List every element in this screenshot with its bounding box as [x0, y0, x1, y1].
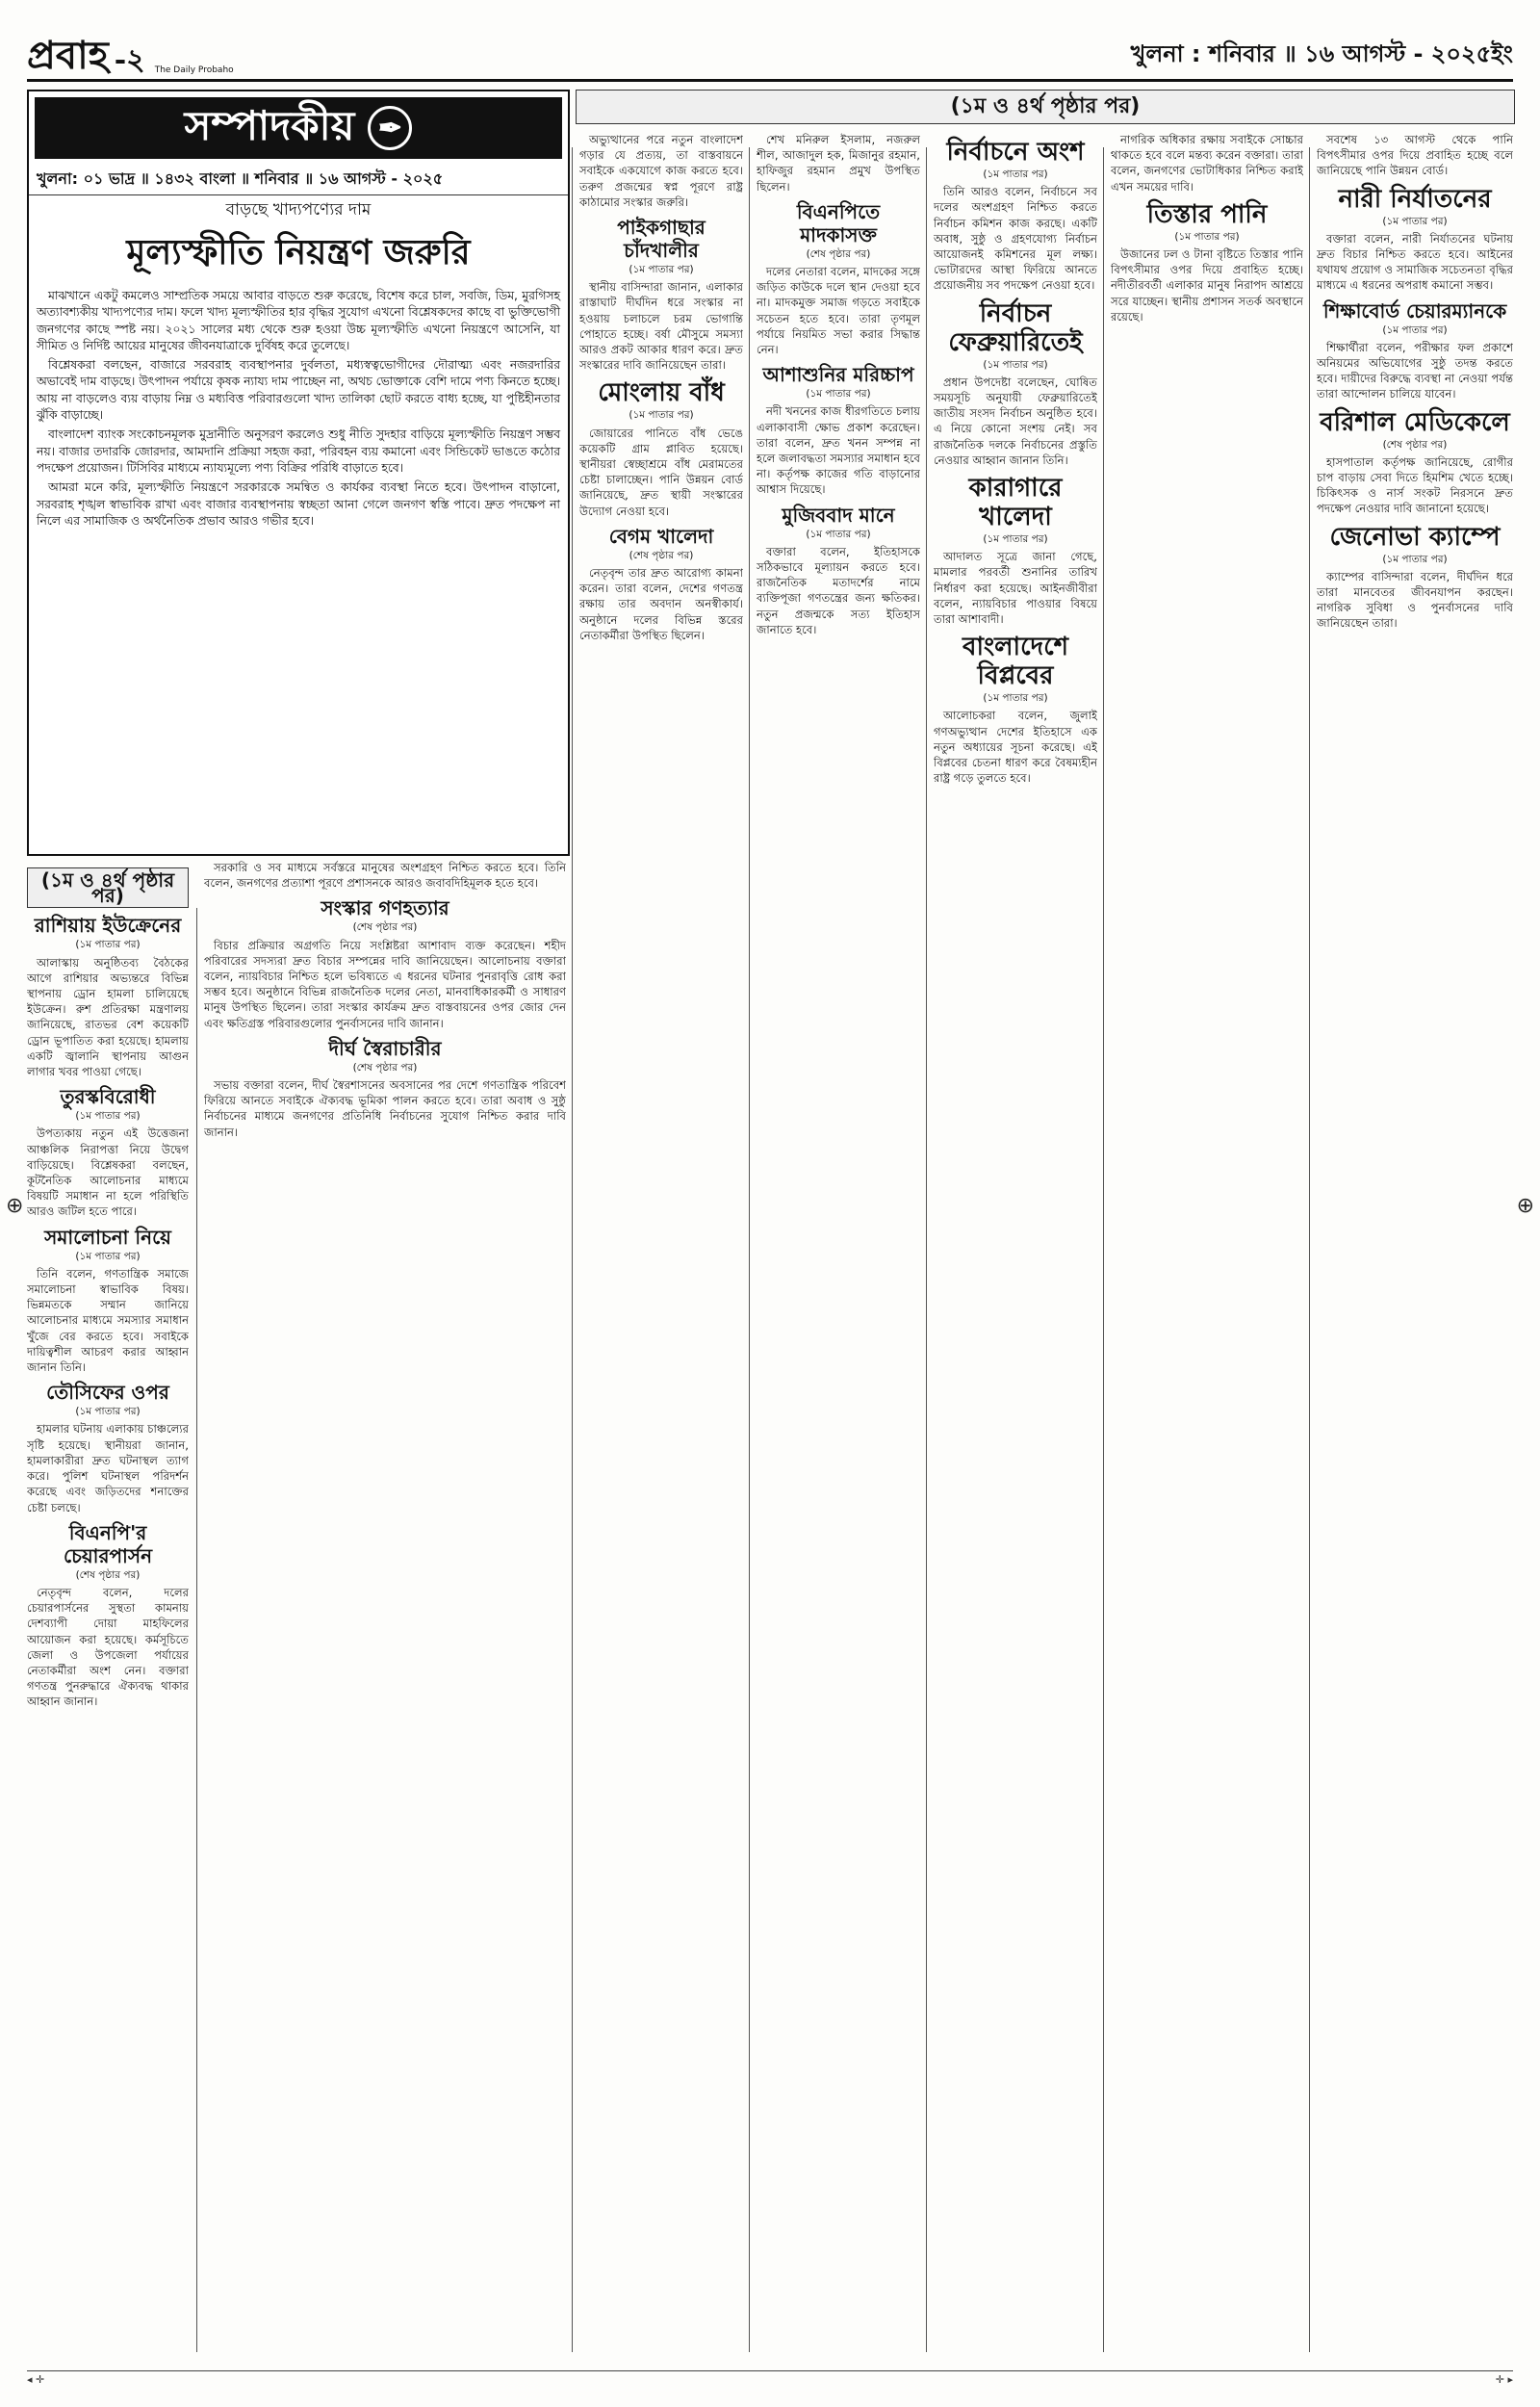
article-text: জোয়ারের পানিতে বাঁধ ভেঙে কয়েকটি গ্রাম প্লাবিত হয়েছে। স্থানীয়রা স্বেচ্ছাশ্রমে বাঁধ মেরামতের চেষ্টা চালাচ্ছেন। পানি উন্নয়ন বোর্ড জানিয়েছে, দ্রুত স্থায়ী সংস্কারের উদ্যোগ নেওয়া হবে। [579, 426, 743, 518]
newspaper-page [27, 21, 1513, 2361]
article-headline: শিক্ষাবোর্ড চেয়ারম্যানকে [1322, 298, 1507, 323]
article-text: সবশেষ ১৩ আগস্ট থেকে পানি বিপৎসীমার ওপর দিয়ে প্রবাহিত হচ্ছে বলে জানিয়েছে পানি উন্নয়ন বোর্ড। [1317, 133, 1513, 178]
column-rule [1309, 147, 1310, 2352]
article-continued: (শেষ পৃষ্ঠার পর) [806, 247, 871, 260]
column-2 [204, 860, 566, 2352]
article-headline: তিস্তার পানি [1146, 199, 1268, 229]
article-headline: বরিশাল মেডিকেলে [1320, 407, 1510, 437]
article-text: বক্তারা বলেন, ইতিহাসকে সঠিকভাবে মূল্যায়ন করতে হবে। রাজনৈতিক মতাদর্শের নামে ব্যক্তিপূজা গণতন্ত্রের জন্য ক্ষতিকর। নতুন প্রজন্মকে সত্য ইতিহাস জানাতে হবে। [757, 544, 920, 636]
article-text: তিনি বলেন, গণতান্ত্রিক সমাজে সমালোচনা স্বাভাবিক বিষয়। ভিন্নমতকে সম্মান জানিয়ে আলোচনার মাধ্যমে সমস্যার সমাধান খুঁজে বের করতে হবে। সবাইকে দায়িত্বশীল আচরণ করার আহ্বান জানান তিনি। [27, 1266, 189, 1375]
editorial-paragraph: মাঝখানে একটু কমলেও সাম্প্রতিক সময়ে আবার বাড়তে শুরু করেছে, বিশেষ করে চাল, সবজি, ডিম, মুরগিসহ অত্যাবশ্যকীয় খাদ্যপণ্যের দাম। ফলে খাদ্য মূল্যস্ফীতির হার বৃদ্ধির সুযোগ এখনো বিশ্লেষকদের কাছে বা ভুক্তিভোগী জনগণের কাছে স্পষ্ট নয়। ২০২১ সালের মধ্য থেকে শুরু হওয়া উচ্চ মূল্যস্ফীতি এখনো নিয়ন্ত্রণে আসেনি, যা সীমিত ও নির্দিষ্ট আয়ের মানুষের জীবনযাত্রাকে দুর্বিষহ করে তুলেছে। [37, 289, 560, 352]
article-continued: (১ম পাতার পর) [629, 264, 694, 276]
article-text: নেতৃবৃন্দ বলেন, দলের চেয়ারপার্সনের সুস্থতা কামনায় দেশব্যাপী দোয়া মাহফিলের আয়োজন করা হয়েছে। কর্মসূচিতে জেলা ও উপজেলা পর্যায়ের নেতাকর্মীরা অংশ নেন। বক্তারা গণতন্ত্র পুনরুদ্ধারে ঐক্যবদ্ধ থাকার আহ্বান জানান। [27, 1585, 189, 1709]
column-7 [1317, 132, 1513, 2352]
article-headline: সমালোচনা নিয়ে [44, 1225, 171, 1249]
editorial-paragraph: আমরা মনে করি, মূল্যস্ফীতি নিয়ন্ত্রণে সরকারকে সমন্বিত ও কার্যকর ব্যবস্থা নিতে হবে। উৎপাদন বাড়ানো, সরবরাহ শৃঙ্খল স্বাভাবিক রাখা এবং বাজার ব্যবস্থাপনায় স্বচ্ছতা আনা গেলে জনগণ স্বস্তি পাবে। দ্রুত পদক্ষেপ না নিলে এর সামাজিক ও অর্থনৈতিক প্রভাব আরও গভীর হবে। [37, 480, 560, 528]
article-continued: (১ম পাতার পর) [1382, 553, 1448, 565]
page-body [27, 90, 1513, 2352]
article-continued: (১ম পাতার পর) [75, 1406, 141, 1418]
article-headline: তুরস্কবিরোধী [60, 1085, 156, 1109]
article-continued: (শেষ পৃষ্ঠার পর) [75, 1568, 141, 1581]
article-continued: (শেষ পৃষ্ঠার পর) [1382, 438, 1448, 451]
article-text: দলের নেতারা বলেন, মাদকের সঙ্গে জড়িত কাউকে দলে স্থান দেওয়া হবে না। মাদকমুক্ত সমাজ গড়তে সবাইকে সচেতন হতে হবে। তারা তৃণমূল পর্যায়ে নিয়মিত সভা করার সিদ্ধান্ত নেন। [757, 265, 920, 357]
article-continued: (১ম পাতার পর) [75, 1110, 141, 1123]
continued-banner-left: (১ম ও ৪র্থ পৃষ্ঠার পর) [27, 867, 189, 908]
article-text: উপত্যকায় নতুন এই উত্তেজনা আঞ্চলিক নিরাপত্তা নিয়ে উদ্বেগ বাড়িয়েছে। বিশ্লেষকরা বলছেন, কূটনৈতিক আলোচনার মাধ্যমে বিষয়টি সমাধান না হলে পরিস্থিতি আরও জটিল হতে পারে। [27, 1126, 189, 1219]
column-5 [934, 132, 1097, 2352]
editorial-kicker: বাড়ছে খাদ্যপণ্যের দাম [225, 200, 372, 220]
column-rule [196, 908, 197, 2352]
page-footer [27, 2370, 1513, 2393]
article-text: নদী খননের কাজ ধীরগতিতে চলায় এলাকাবাসী ক্ষোভ প্রকাশ করেছেন। তারা বলেন, দ্রুত খনন সম্পন্ন না হলে জলাবদ্ধতা সমস্যার সমাধান হবে না। কর্তৃপক্ষ কাজের গতি বাড়ানোর আশ্বাস দিয়েছে। [757, 404, 920, 497]
article-headline: মুজিববাদ মানে [782, 503, 895, 527]
article-text: আলাস্কায় অনুষ্ঠিতব্য বৈঠকের আগে রাশিয়ার অভ্যন্তরে বিভিন্ন স্থাপনায় ড্রোন হামলা চালিয়েছে ইউক্রেন। রুশ প্রতিরক্ষা মন্ত্রণালয় জানিয়েছে, রাতভর বেশ কয়েকটি ড্রোন ভূপাতিত করা হয়েছে। হামলায় একটি জ্বালানি স্থাপনায় আগুন লাগার খবর পাওয়া গেছে। [27, 955, 189, 1079]
column-4 [757, 132, 920, 2352]
article-continued: (শেষ পৃষ্ঠার পর) [352, 1061, 418, 1074]
registration-mark-right: ⊕ [1516, 1194, 1534, 1218]
article-continued: (১ম পাতার পর) [983, 358, 1048, 371]
editorial-date: খুলনা: ০১ ভাদ্র ॥ ১৪৩২ বাংলা ॥ শনিবার ॥ ১৬ আগস্ট - ২০২৫ [29, 165, 568, 195]
editorial-paragraph: বিশ্লেষকরা বলছেন, বাজারে সরবরাহ ব্যবস্থাপনার দুর্বলতা, মধ্যস্বত্বভোগীদের দৌরাত্ম্য এবং নজরদারির অভাবেই দাম বাড়ছে। উৎপাদন পর্যায়ে কৃষক ন্যায্য দাম পাচ্ছেন না, অথচ ভোক্তাকে বেশি দামে পণ্য কিনতে হচ্ছে। আয় না বাড়লেও ব্যয় বাড়ায় নিম্ন ও মধ্যবিত্ত পরিবারগুলো খাদ্য তালিকা ছোট করতে বাধ্য হচ্ছে, যা পুষ্টিহীনতার ঝুঁকি বাড়াচ্ছে। [37, 358, 560, 423]
article-headline: তৌসিফের ওপর [46, 1381, 169, 1405]
article-headline: আশাশুনির মরিচ্চাপ [762, 363, 914, 387]
article-text: স্থানীয় বাসিন্দারা জানান, এলাকার রাস্তাঘাট দীর্ঘদিন ধরে সংস্কার না হওয়ায় চলাচলে চরম ভোগান্তি পোহাতে হচ্ছে। বর্ষা মৌসুমে সমস্যা আরও প্রকট আকার ধারণ করে। দ্রুত সংস্কারের দাবি জানিয়েছেন তারা। [579, 280, 743, 373]
article-continued: (১ম পাতার পর) [1174, 230, 1240, 243]
article-headline: পাইকগাছার চাঁদখালীর [617, 216, 706, 263]
article-text: আলোচকরা বলেন, জুলাই গণঅভ্যুত্থান দেশের ইতিহাসে এক নতুন অধ্যায়ের সূচনা করেছে। এই বিপ্লবের চেতনা ধারণ করে বৈষম্যহীন রাষ্ট্র গড়ে তুলতে হবে। [934, 709, 1097, 786]
article-continued: (১ম পাতার পর) [1382, 324, 1448, 336]
editorial-box [27, 90, 570, 856]
article-text: বিচার প্রক্রিয়ার অগ্রগতি নিয়ে সংশ্লিষ্টরা আশাবাদ ব্যক্ত করেছেন। শহীদ পরিবারের সদস্যরা দ্রুত বিচার সম্পন্নের দাবি জানিয়েছেন। আলোচনায় বক্তারা বলেন, ন্যায়বিচার নিশ্চিত হলে ভবিষ্যতে এ ধরনের ঘটনার পুনরাবৃত্তি রোধ করা সম্ভব হবে। অনুষ্ঠানে বিভিন্ন রাজনৈতিক দলের নেতা, মানবাধিকারকর্মী ও সাধারণ মানুষ উপস্থিত ছিলেন। তারা সংস্কার কার্যক্রম দ্রুত বাস্তবায়নের ওপর জোর দেন এবং ক্ষতিগ্রস্ত পরিবারগুলোর পুনর্বাসনের দাবি জানান। [204, 938, 566, 1030]
article-text: হামলার ঘটনায় এলাকায় চাঞ্চল্যের সৃষ্টি হয়েছে। স্থানীয়রা জানান, হামলাকারীরা দ্রুত ঘটনাস্থল ত্যাগ করে। পুলিশ ঘটনাস্থল পরিদর্শন করেছে এবং জড়িতদের শনাক্তের চেষ্টা চলছে। [27, 1422, 189, 1514]
article-text: শেখ মনিরুল ইসলাম, নজরুল শীল, আজাদুল হক, মিজানুর রহমান, হাফিজুর রহমান প্রমুখ উপস্থিত ছিলেন। [757, 133, 920, 194]
continued-banner: (১ম ও ৪র্থ পৃষ্ঠার পর) [576, 90, 1515, 124]
article-headline: বাংলাদেশে বিপ্লবের [962, 633, 1069, 691]
dateline: খুলনা : শনিবার ॥ ১৬ আগস্ট - ২০২৫ইং [1130, 40, 1513, 67]
article-headline: কারাগারে খালেদা [968, 474, 1063, 532]
article-continued: (১ম পাতার পর) [75, 939, 141, 951]
column-6 [1111, 132, 1303, 2352]
registration-mark-left: ⊕ [6, 1194, 24, 1218]
article-headline: নারী নির্যাতনের [1338, 184, 1492, 214]
article-continued: (শেষ পৃষ্ঠার পর) [629, 549, 694, 561]
article-text: উজানের ঢল ও টানা বৃষ্টিতে তিস্তার পানি বিপৎসীমার ওপর দিয়ে প্রবাহিত হচ্ছে। নদীতীরবর্তী এলাকার মানুষ নিরাপদ আশ্রয়ে সরে যাচ্ছেন। স্থানীয় প্রশাসন সতর্ক অবস্থানে রয়েছে। [1111, 247, 1303, 324]
editorial-text [29, 288, 568, 530]
column-rule [749, 147, 750, 2352]
article-continued: (১ম পাতার পর) [983, 692, 1048, 705]
pen-icon: ✒ [368, 106, 412, 150]
article-headline: জেনোভা ক্যাম্পে [1329, 522, 1501, 552]
article-headline: বেগম খালেদা [608, 524, 714, 548]
article-text: বক্তারা বলেন, নারী নির্যাতনের ঘটনায় দ্রুত বিচার নিশ্চিত করতে হবে। আইনের যথাযথ প্রয়োগ ও সামাজিক সচেতনতা বৃদ্ধির মাধ্যমে এ ধরনের অপরাধ কমানো সম্ভব। [1317, 231, 1513, 293]
masthead [27, 21, 1513, 82]
article-continued: (১ম পাতার পর) [806, 528, 871, 540]
article-text: সভায় বক্তারা বলেন, দীর্ঘ স্বৈরশাসনের অবসানের পর দেশে গণতান্ত্রিক পরিবেশ ফিরিয়ে আনতে সবাইকে ঐক্যবদ্ধ ভূমিকা পালন করতে হবে। তারা অবাধ ও সুষ্ঠু নির্বাচনের মাধ্যমে জনগণের প্রতিনিধি নির্বাচনের সুযোগ নিশ্চিত করার দাবি জানান। [204, 1078, 566, 1139]
editorial-paragraph: বাংলাদেশ ব্যাংক সংকোচনমূলক মুদ্রানীতি অনুসরণ করলেও শুধু নীতি সুদহার বাড়িয়ে মূল্যস্ফীতি নিয়ন্ত্রণ সম্ভব নয়। বাজার তদারকি জোরদার, আমদানি প্রক্রিয়া সহজ করা, পরিবহন ব্যয় কমানো এবং সিন্ডিকেট ভাঙতে কঠোর পদক্ষেপ প্রয়োজন। টিসিবির মাধ্যমে ন্যায্যমূল্যে পণ্য বিক্রির পরিধি বাড়াতে হবে। [37, 427, 560, 475]
editorial-section-title: সম্পাদকীয় [184, 101, 355, 149]
article-text: আদালত সূত্রে জানা গেছে, মামলার পরবর্তী শুনানির তারিখ নির্ধারণ করা হয়েছে। আইনজীবীরা বলেন, ন্যায়বিচার পাওয়ার বিষয়ে তারা আশাবাদী। [934, 550, 1097, 627]
footer-right-mark: ✛ ▸ [1495, 2373, 1513, 2386]
article-continued: (১ম পাতার পর) [629, 409, 694, 422]
column-rule [572, 147, 573, 2352]
article-continued: (১ম পাতার পর) [75, 1250, 141, 1262]
page-number: -২ [114, 43, 145, 77]
article-headline: সংস্কার গণহত্যার [321, 896, 449, 920]
article-headline: রাশিয়ায় ইউক্রেনের [34, 914, 182, 938]
article-headline: বিএনপি'র চেয়ারপার্সন [63, 1520, 153, 1567]
article-continued: (১ম পাতার পর) [806, 388, 871, 401]
article-text: প্রধান উপদেষ্টা বলেছেন, ঘোষিত সময়সূচি অনুযায়ী ফেব্রুয়ারিতেই জাতীয় সংসদ নির্বাচন অনুষ্ঠিত হবে। এ নিয়ে কোনো সংশয় নেই। সব রাজনৈতিক দলকে নির্বাচনের প্রস্তুতি নেওয়ার আহ্বান জানান তিনি। [934, 375, 1097, 467]
article-headline: নির্বাচনে অংশ [946, 138, 1085, 167]
column-rule [926, 147, 927, 2352]
article-headline: বিএনপিতে মাদকাসক্ত [796, 199, 881, 246]
article-headline: দীর্ঘ স্বৈরাচারীর [328, 1036, 442, 1060]
article-text: ক্যাম্পের বাসিন্দারা বলেন, দীর্ঘদিন ধরে তারা মানবেতর জীবনযাপন করছেন। নাগরিক সুবিধা ও পুনর্বাসনের দাবি জানিয়েছেন তারা। [1317, 569, 1513, 631]
column-1 [27, 860, 189, 2352]
article-text: নাগরিক অধিকার রক্ষায় সবাইকে সোচ্চার থাকতে হবে বলে মন্তব্য করেন বক্তারা। তারা বলেন, জনগণের ভোটাধিকার নিশ্চিত করাই এখন সময়ের দাবি। [1111, 133, 1303, 194]
article-continued: (১ম পাতার পর) [1382, 215, 1448, 227]
editorial-title [35, 97, 562, 159]
article-headline: নির্বাচন ফেব্রুয়ারিতেই [948, 298, 1083, 357]
footer-left-mark: ◂ ✛ [27, 2373, 45, 2386]
article-continued: (১ম পাতার পর) [983, 533, 1048, 546]
logo-name: প্রবাহ [27, 33, 109, 78]
logo-subtitle: The Daily Probaho [154, 65, 234, 75]
article-text: হাসপাতাল কর্তৃপক্ষ জানিয়েছে, রোগীর চাপ বাড়ায় সেবা দিতে হিমশিম খেতে হচ্ছে। চিকিৎসক ও নার্স সংকট নিরসনে দ্রুত পদক্ষেপ নেওয়ার দাবি জানানো হয়েছে। [1317, 454, 1513, 516]
column-3 [579, 132, 743, 2352]
article-text: সরকারি ও সব মাধ্যমে সর্বস্তরে মানুষের অংশগ্রহণ নিশ্চিত করতে হবে। তিনি বলেন, জনগণের প্রত্যাশা পূরণে প্রশাসনকে আরও জবাবদিহিমূলক হতে হবে। [204, 861, 566, 891]
article-text: তিনি আরও বলেন, নির্বাচনে সব দলের অংশগ্রহণ নিশ্চিত করতে নির্বাচন কমিশন কাজ করছে। একটি অবাধ, সুষ্ঠু ও গ্রহণযোগ্য নির্বাচন আয়োজনই কমিশনের মূল লক্ষ্য। ভোটারদের আস্থা ফিরিয়ে আনতে প্রয়োজনীয় সব পদক্ষেপ নেওয়া হবে। [934, 185, 1097, 293]
editorial-headline: মূল্যস্ফীতি নিয়ন্ত্রণ জরুরি [126, 232, 471, 272]
article-text: অভ্যুত্থানের পরে নতুন বাংলাদেশ গড়ার যে প্রত্যয়, তা বাস্তবায়নে সবাইকে একযোগে কাজ করতে হবে। তরুণ প্রজন্মের স্বপ্ন পূরণে রাষ্ট্র কাঠামোর সংস্কার জরুরি। [579, 133, 743, 209]
logo [27, 33, 234, 78]
article-text: নেতৃবৃন্দ তার দ্রুত আরোগ্য কামনা করেন। তারা বলেন, দেশের গণতন্ত্র রক্ষায় তার অবদান অনস্বীকার্য। অনুষ্ঠানে দলের বিভিন্ন স্তরের নেতাকর্মীরা উপস্থিত ছিলেন। [579, 566, 743, 642]
article-continued: (শেষ পৃষ্ঠার পর) [352, 921, 418, 934]
article-continued: (১ম পাতার পর) [983, 168, 1048, 180]
article-text: শিক্ষার্থীরা বলেন, পরীক্ষার ফল প্রকাশে অনিয়মের অভিযোগের সুষ্ঠু তদন্ত করতে হবে। দায়ীদের বিরুদ্ধে ব্যবস্থা না নেওয়া পর্যন্ত তারা আন্দোলন চালিয়ে যাবেন। [1317, 340, 1513, 401]
article-headline: মোংলায় বাঁধ [598, 378, 725, 408]
column-rule [1103, 147, 1104, 2352]
